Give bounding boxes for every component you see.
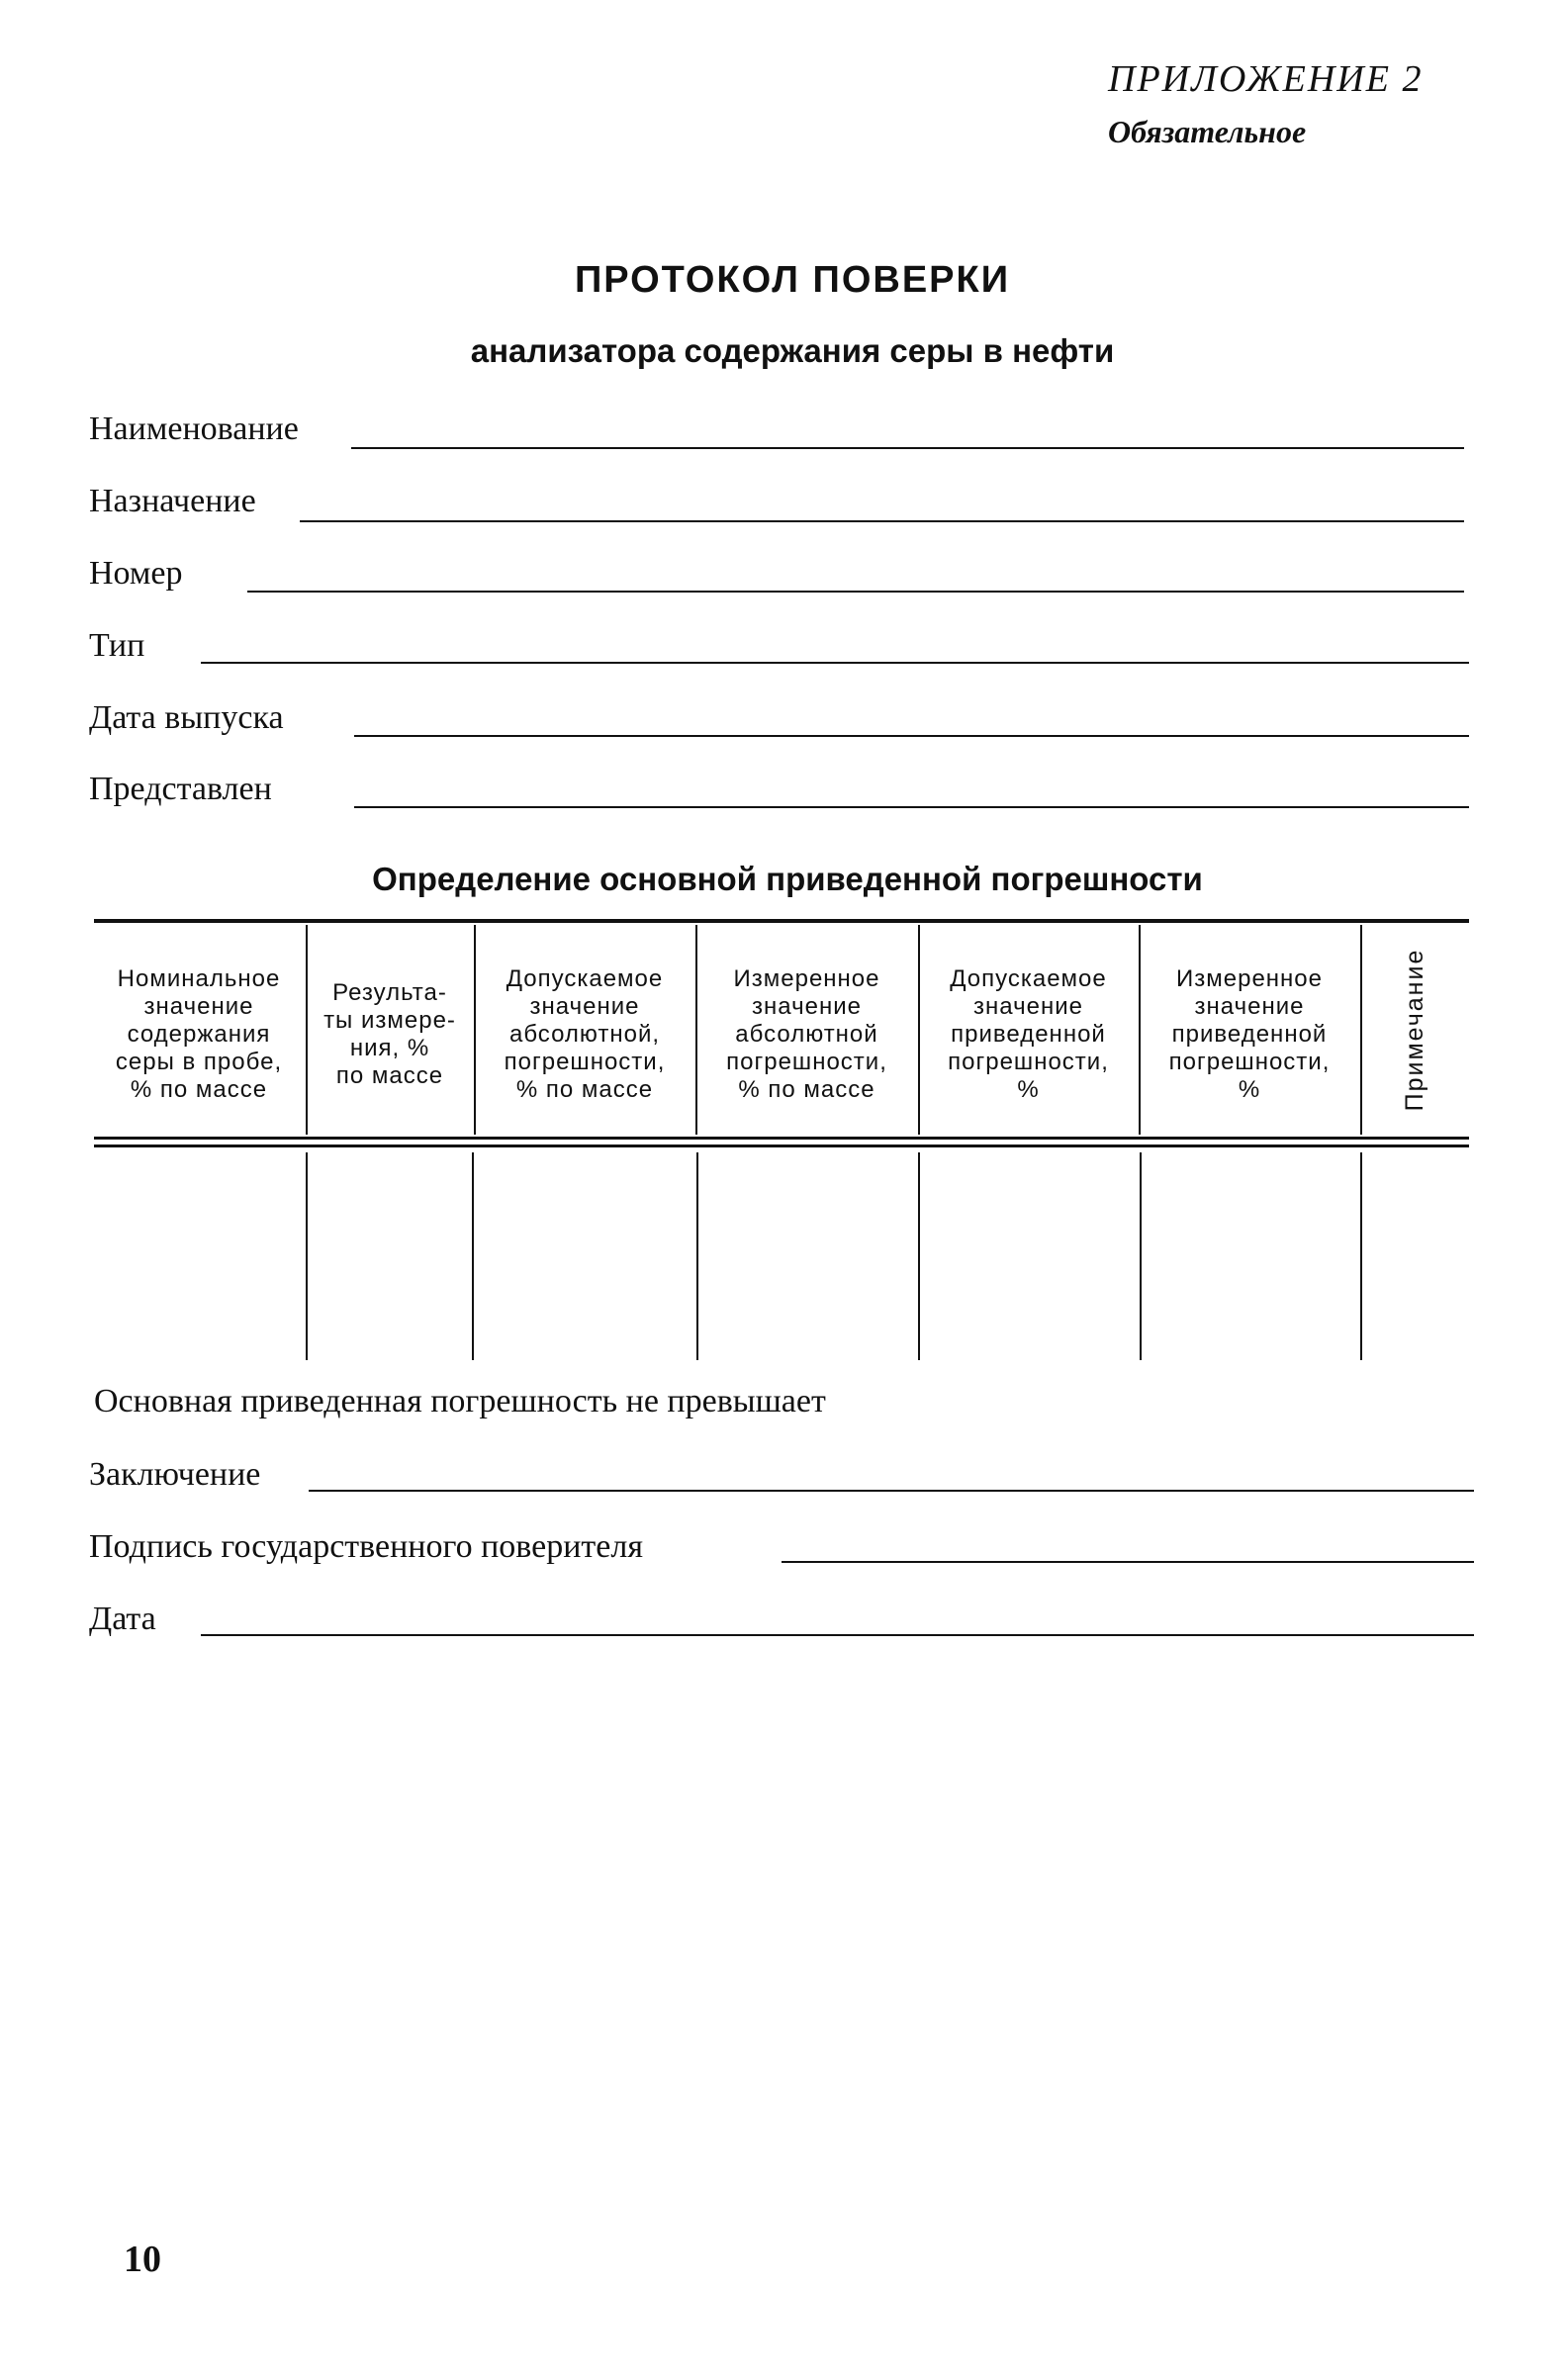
table-col-divider xyxy=(472,1152,474,1360)
name-label: Наименование xyxy=(89,411,299,447)
column-header-allowed-absolute: Допускаемое значение абсолютной, погрешности, % по массе xyxy=(504,965,666,1103)
signature-field[interactable] xyxy=(782,1561,1474,1563)
table-header-divider-2 xyxy=(94,1144,1469,1147)
name-field[interactable] xyxy=(351,447,1464,449)
purpose-field[interactable] xyxy=(300,520,1464,522)
table-col-divider xyxy=(696,1152,698,1360)
table-col-divider xyxy=(306,1152,308,1360)
submitted-field[interactable] xyxy=(354,806,1469,808)
release-date-field[interactable] xyxy=(354,735,1469,737)
conclusion-label: Заключение xyxy=(89,1456,261,1493)
conclusion-field[interactable] xyxy=(309,1490,1474,1492)
error-statement: Основная приведенная погрешность не превышает xyxy=(94,1383,826,1419)
column-header-results: Результа- ты измере- ния, % по массе xyxy=(323,979,456,1089)
table-title: Определение основной приведенной погрешности xyxy=(372,861,1203,897)
signature-label: Подпись государственного поверителя xyxy=(89,1528,643,1565)
column-header-measured-absolute: Измеренное значение абсолютной погрешности, % по массе xyxy=(726,965,887,1103)
column-header-nominal: Номинальное значение содержания серы в пробе, % по массе xyxy=(115,965,283,1103)
number-label: Номер xyxy=(89,555,183,592)
table-col-divider xyxy=(918,1152,920,1360)
submitted-label: Представлен xyxy=(89,771,272,807)
table-col-divider xyxy=(1360,1152,1362,1360)
release-date-label: Дата выпуска xyxy=(89,699,284,736)
appendix-status: Обязательное xyxy=(1108,114,1307,149)
page-title: ПРОТОКОЛ ПОВЕРКИ xyxy=(574,259,1011,301)
table-top-border xyxy=(94,919,1469,923)
number-field[interactable] xyxy=(247,591,1464,593)
table-header-divider xyxy=(94,1137,1469,1140)
column-header-allowed-reduced: Допускаемое значение приведенной погрешности, % xyxy=(948,965,1109,1103)
table-col-divider xyxy=(1140,1152,1142,1360)
purpose-label: Назначение xyxy=(89,483,256,519)
column-header-notes: Примечание xyxy=(1401,948,1428,1112)
column-header-measured-reduced: Измеренное значение приведенной погрешности, % xyxy=(1168,965,1331,1103)
appendix-label: ПРИЛОЖЕНИЕ 2 xyxy=(1108,58,1424,100)
type-field[interactable] xyxy=(201,662,1469,664)
date-label: Дата xyxy=(89,1601,156,1637)
page-subtitle: анализатора содержания серы в нефти xyxy=(470,332,1115,369)
table-col-divider xyxy=(1360,925,1362,1135)
date-field[interactable] xyxy=(201,1634,1474,1636)
page-number: 10 xyxy=(124,2239,161,2280)
type-label: Тип xyxy=(89,627,145,664)
